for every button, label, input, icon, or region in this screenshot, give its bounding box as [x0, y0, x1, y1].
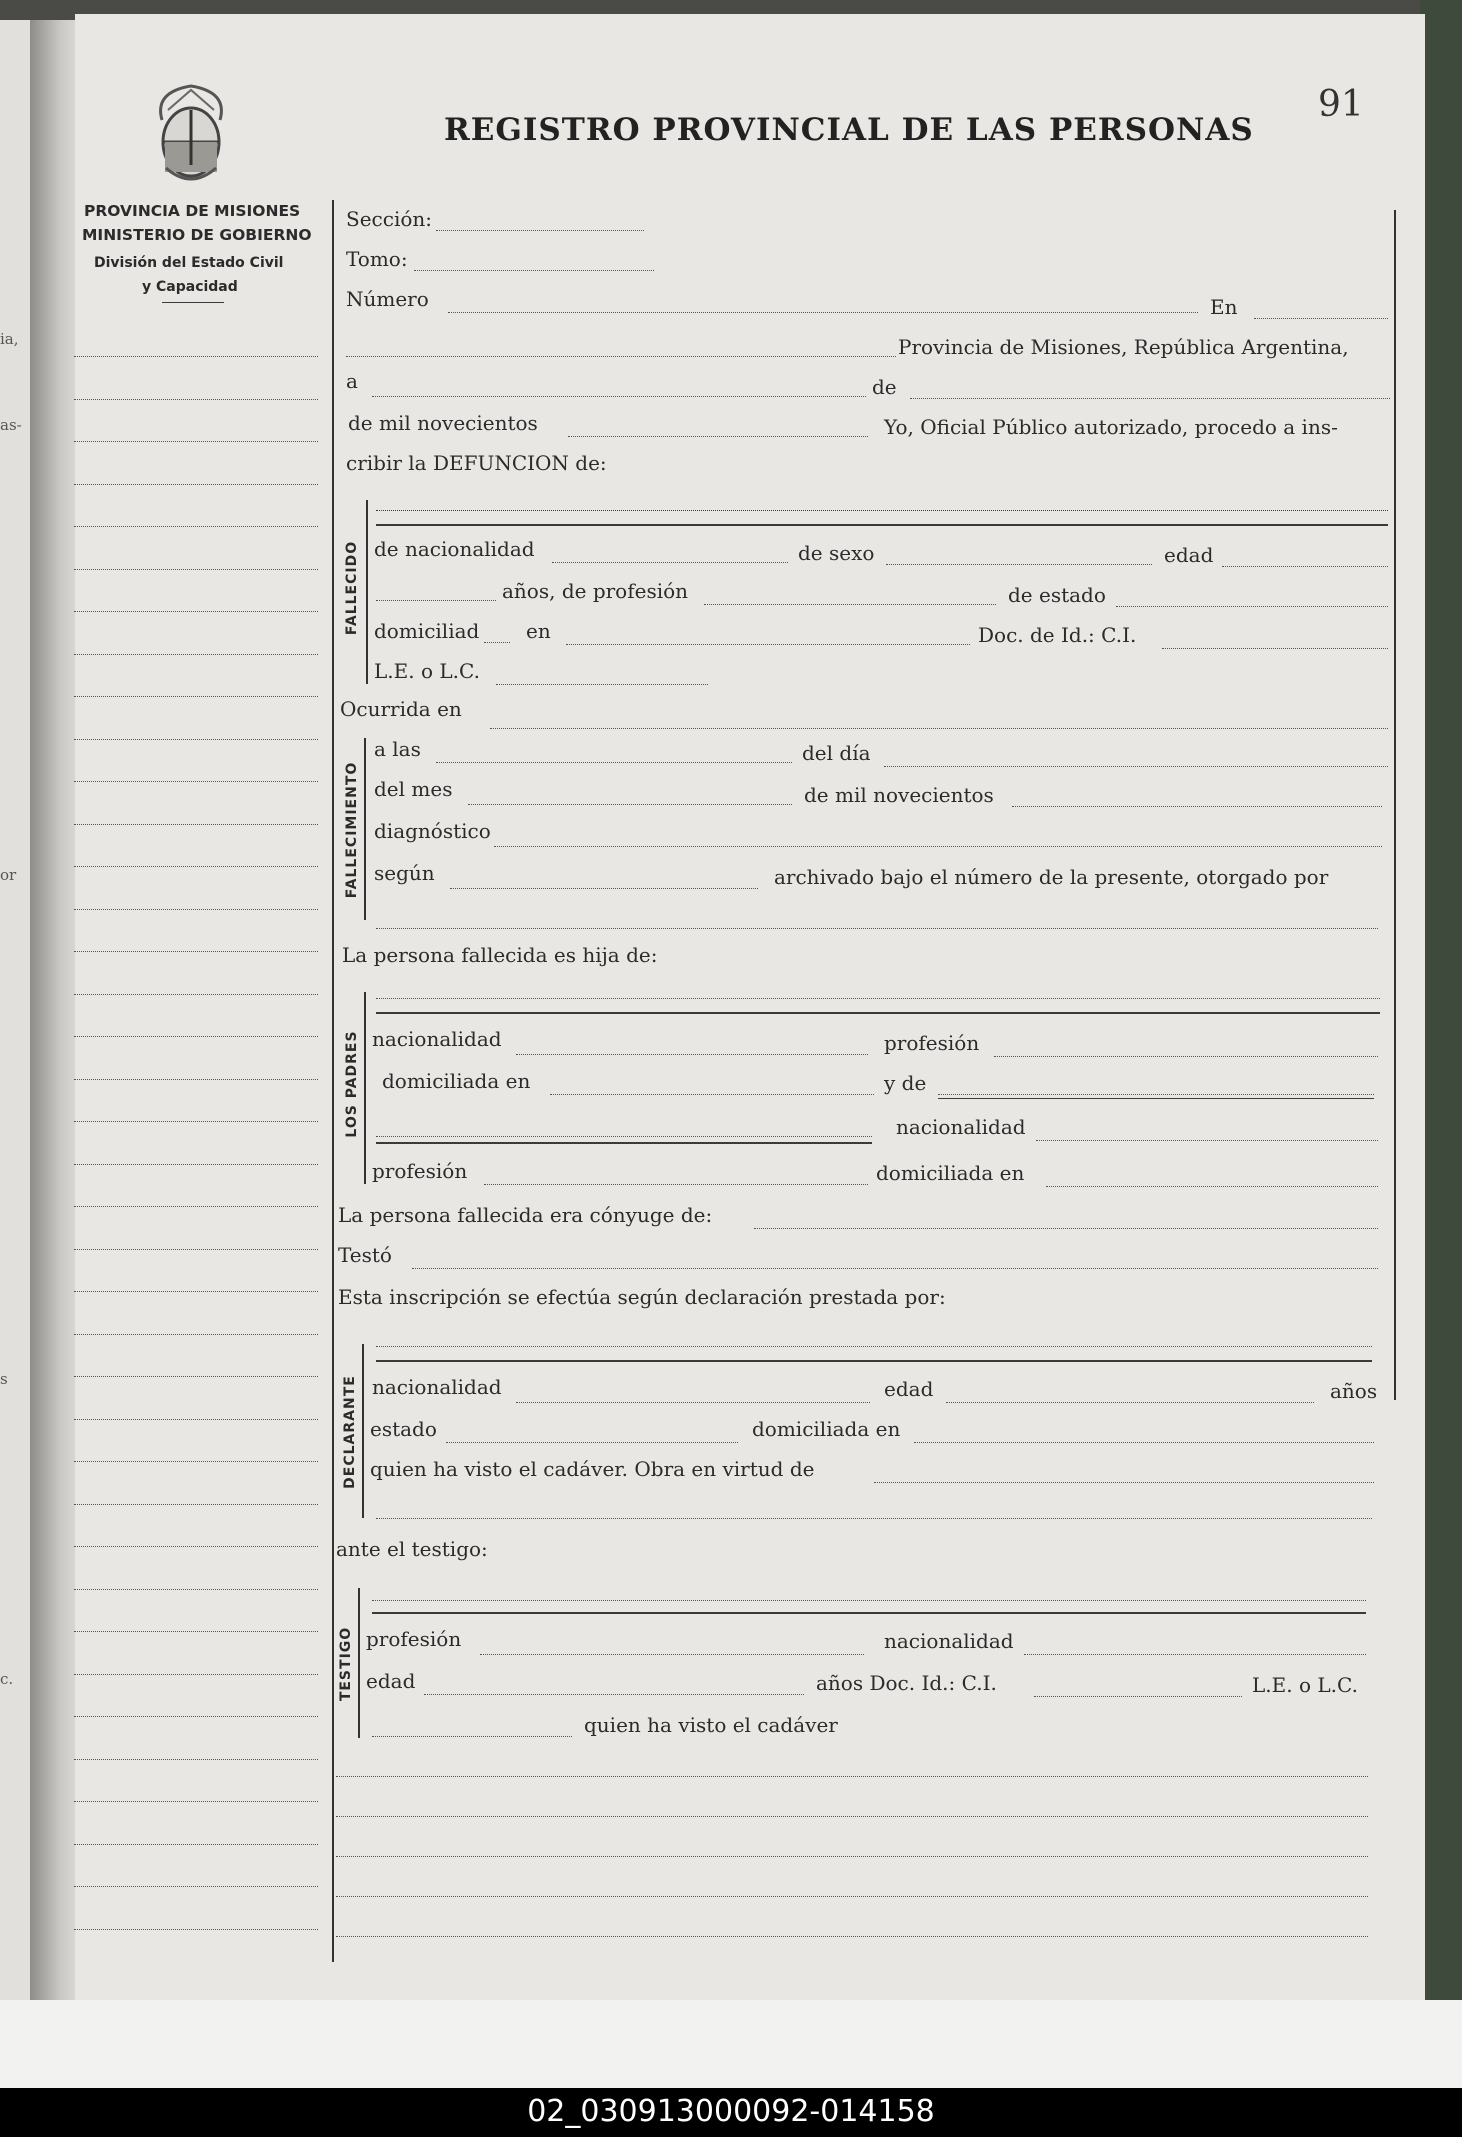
- profesion-label: años, de profesión: [502, 579, 689, 603]
- provincia-text: Provincia de Misiones, República Argentina,: [898, 335, 1349, 359]
- margin-ruled-line[interactable]: [74, 399, 318, 400]
- padre-name-rule: [376, 1012, 1380, 1014]
- numero-label: Número: [346, 287, 429, 311]
- margin-ruled-line[interactable]: [74, 441, 318, 442]
- year-label: de mil novecientos: [348, 411, 538, 435]
- margin-ruled-line[interactable]: [74, 1036, 318, 1037]
- sexo-label: de sexo: [798, 541, 875, 565]
- diagnostico-label: diagnóstico: [374, 819, 491, 843]
- image-caption: 02_030913000092-014158: [527, 2094, 935, 2129]
- prev-page-fragment: c.: [0, 1670, 14, 1688]
- prev-page-fragment: s: [0, 1370, 8, 1388]
- margin-ruled-line[interactable]: [74, 1121, 318, 1122]
- margin-ruled-line[interactable]: [74, 526, 318, 527]
- testigo-bracket: [358, 1588, 360, 1738]
- declarante-bracket: [362, 1344, 364, 1518]
- margin-ruled-line[interactable]: [74, 1759, 318, 1760]
- testigo-profesion-field[interactable]: [480, 1654, 864, 1655]
- place-field[interactable]: [346, 356, 896, 357]
- a-label: a: [346, 369, 358, 393]
- hora-field[interactable]: [436, 762, 792, 763]
- fallecimiento-side-label: FALLECIMIENTO: [344, 761, 360, 899]
- prev-page-fragment: as-: [0, 416, 22, 434]
- padre-domicilio-label: domiciliada en: [382, 1069, 531, 1093]
- diagnostico-field[interactable]: [494, 846, 1382, 847]
- madre-nacionalidad-label: nacionalidad: [896, 1115, 1026, 1139]
- deceased-name-rule: [376, 524, 1388, 526]
- ante-testigo-label: ante el testigo:: [336, 1537, 488, 1561]
- declarante-estado-field[interactable]: [446, 1442, 738, 1443]
- le-lc-field[interactable]: [496, 684, 708, 685]
- testigo-name-rule: [372, 1612, 1366, 1614]
- madre-name-field[interactable]: [938, 1094, 1374, 1095]
- madre-domicilio-field[interactable]: [1046, 1186, 1378, 1187]
- conyuge-label: La persona fallecida era cónyuge de:: [338, 1203, 713, 1227]
- margin-ruled-line[interactable]: [74, 1546, 318, 1547]
- doc-label: Doc. de Id.: C.I.: [978, 623, 1137, 647]
- declarante-name-field[interactable]: [376, 1346, 1372, 1347]
- numero-field[interactable]: [448, 312, 1198, 313]
- anio-label: de mil novecientos: [804, 783, 994, 807]
- declarante-name-rule: [376, 1360, 1372, 1362]
- seccion-label: Sección:: [346, 207, 432, 231]
- margin-ruled-line[interactable]: [74, 1716, 318, 1717]
- en-label-2: en: [526, 619, 551, 643]
- declarante-quien-text: quien ha visto el cadáver. Obra en virtud de: [370, 1457, 815, 1481]
- declarante-domicilio-label: domiciliada en: [752, 1417, 901, 1441]
- oficial-text: Yo, Oficial Público autorizado, procedo a ins-: [884, 415, 1338, 439]
- annotation-line[interactable]: [336, 1856, 1368, 1857]
- margin-ruled-line[interactable]: [74, 1249, 318, 1250]
- margin-ruled-line[interactable]: [74, 1674, 318, 1675]
- prev-page-fragment: ia,: [0, 330, 19, 348]
- org-ministry: MINISTERIO DE GOBIERNO: [82, 226, 312, 244]
- declarante-domicilio-field[interactable]: [914, 1442, 1374, 1443]
- declarante-edad-field[interactable]: [946, 1402, 1314, 1403]
- nacionalidad-label: de nacionalidad: [374, 537, 535, 561]
- form-left-rule: [332, 200, 334, 1962]
- org-province: PROVINCIA DE MISIONES: [84, 202, 301, 220]
- del-mes-label: del mes: [374, 777, 453, 801]
- inscripcion-text: Esta inscripción se efectúa según declaración prestada por:: [338, 1285, 946, 1309]
- prev-page-fragment: or: [0, 866, 17, 884]
- ci-field[interactable]: [1162, 648, 1388, 649]
- testigo-name-field[interactable]: [372, 1600, 1366, 1601]
- madre-profesion-field[interactable]: [484, 1184, 868, 1185]
- scan-margin: [0, 2000, 1462, 2088]
- annotation-line[interactable]: [336, 1936, 1368, 1937]
- deceased-name-field[interactable]: [376, 510, 1388, 511]
- madre-name-continuation[interactable]: [376, 1136, 872, 1137]
- ocurrida-label: Ocurrida en: [340, 697, 462, 721]
- margin-ruled-line[interactable]: [74, 1631, 318, 1632]
- edad-label: edad: [1164, 543, 1214, 567]
- margin-ruled-line[interactable]: [74, 866, 318, 867]
- margin-ruled-line[interactable]: [74, 1929, 318, 1930]
- day-field[interactable]: [372, 396, 866, 397]
- hija-de-label: La persona fallecida es hija de:: [342, 943, 658, 967]
- anio-field[interactable]: [1012, 806, 1382, 807]
- obra-virtud-field[interactable]: [874, 1482, 1374, 1483]
- declarante-extra-field[interactable]: [376, 1518, 1372, 1519]
- margin-ruled-line[interactable]: [74, 569, 318, 570]
- annotation-line[interactable]: [336, 1896, 1368, 1897]
- margin-ruled-line[interactable]: [74, 1886, 318, 1887]
- inscribir-text: cribir la DEFUNCION de:: [346, 451, 607, 475]
- margin-ruled-line[interactable]: [74, 1504, 318, 1505]
- anos-field[interactable]: [376, 600, 496, 601]
- margin-ruled-line[interactable]: [74, 1291, 318, 1292]
- testo-field[interactable]: [412, 1268, 1378, 1269]
- fallecido-side-label: FALLECIDO: [344, 540, 360, 636]
- seccion-field[interactable]: [436, 230, 644, 231]
- declarante-anos-label: años: [1330, 1379, 1378, 1403]
- de-label: de: [872, 375, 897, 399]
- padre-domicilio-field[interactable]: [550, 1094, 874, 1095]
- madre-nacionalidad-field[interactable]: [1036, 1140, 1378, 1141]
- archivado-text: archivado bajo el número de la presente, otorgado por: [774, 865, 1329, 889]
- nacionalidad-field[interactable]: [552, 562, 788, 563]
- margin-ruled-line[interactable]: [74, 781, 318, 782]
- margin-ruled-line[interactable]: [74, 1801, 318, 1802]
- profesion-field[interactable]: [704, 604, 996, 605]
- testo-label: Testó: [338, 1243, 392, 1267]
- estado-label: de estado: [1008, 583, 1106, 607]
- a-las-label: a las: [374, 737, 421, 761]
- margin-ruled-line[interactable]: [74, 1206, 318, 1207]
- padre-profesion-label: profesión: [884, 1031, 980, 1055]
- domicilio-field[interactable]: [566, 644, 970, 645]
- book-cover-edge: [1420, 0, 1462, 2000]
- declarante-estado-label: estado: [370, 1417, 437, 1441]
- en-label: En: [1210, 295, 1238, 319]
- org-division: División del Estado Civil: [94, 255, 284, 271]
- padres-side-label: LOS PADRES: [344, 1030, 360, 1138]
- margin-ruled-line[interactable]: [74, 1461, 318, 1462]
- margin-ruled-line[interactable]: [74, 1589, 318, 1590]
- sexo-field[interactable]: [886, 564, 1152, 565]
- annotation-line[interactable]: [336, 1776, 1368, 1777]
- page-number: 91: [1318, 84, 1364, 125]
- margin-ruled-line[interactable]: [74, 1419, 318, 1420]
- fallecido-bracket: [366, 500, 368, 684]
- margin-ruled-line[interactable]: [74, 696, 318, 697]
- testigo-side-label: TESTIGO: [338, 1626, 354, 1702]
- segun-label: según: [374, 861, 435, 885]
- margin-ruled-line[interactable]: [74, 824, 318, 825]
- padre-name-field[interactable]: [376, 998, 1380, 999]
- testigo-nacionalidad-field[interactable]: [1024, 1654, 1366, 1655]
- testigo-le-lc-label: L.E. o L.C.: [1252, 1673, 1358, 1697]
- declarante-edad-label: edad: [884, 1377, 934, 1401]
- form-title: REGISTRO PROVINCIAL DE LAS PERSONAS: [444, 112, 1254, 148]
- testigo-doc-label: años Doc. Id.: C.I.: [816, 1671, 997, 1695]
- testigo-nacionalidad-label: nacionalidad: [884, 1629, 1014, 1653]
- edad-field[interactable]: [1222, 566, 1388, 567]
- testigo-profesion-label: profesión: [366, 1627, 462, 1651]
- testigo-quien-text: quien ha visto el cadáver: [584, 1713, 838, 1737]
- annotation-line[interactable]: [336, 1816, 1368, 1817]
- tomo-field[interactable]: [414, 270, 654, 271]
- madre-name-rule: [938, 1098, 1374, 1099]
- conyuge-field[interactable]: [754, 1228, 1378, 1229]
- margin-ruled-line[interactable]: [74, 1079, 318, 1080]
- year-field[interactable]: [568, 436, 868, 437]
- month-field[interactable]: [910, 398, 1390, 399]
- en-field[interactable]: [1254, 318, 1388, 319]
- margin-ruled-line[interactable]: [74, 356, 318, 357]
- margin-ruled-line[interactable]: [74, 1844, 318, 1845]
- padres-bracket: [364, 992, 366, 1184]
- book-spine: [30, 20, 80, 2000]
- padre-nacionalidad-label: nacionalidad: [372, 1027, 502, 1051]
- domiciliad-suffix-field[interactable]: [484, 642, 510, 643]
- margin-ruled-line[interactable]: [74, 1164, 318, 1165]
- declarante-nacionalidad-field[interactable]: [516, 1402, 870, 1403]
- otorgado-field[interactable]: [376, 928, 1378, 929]
- declarante-side-label: DECLARANTE: [342, 1375, 358, 1489]
- margin-ruled-line[interactable]: [74, 654, 318, 655]
- testigo-le-lc-field[interactable]: [372, 1736, 572, 1737]
- dia-field[interactable]: [884, 766, 1388, 767]
- form-right-rule: [1394, 210, 1396, 1400]
- margin-ruled-line[interactable]: [74, 739, 318, 740]
- ocurrida-field[interactable]: [490, 728, 1388, 729]
- testigo-ci-field[interactable]: [1034, 1696, 1242, 1697]
- margin-ruled-line[interactable]: [74, 484, 318, 485]
- estado-field[interactable]: [1116, 606, 1388, 607]
- domiciliad-label: domiciliad: [374, 619, 480, 643]
- mes-field[interactable]: [468, 804, 792, 805]
- madre-profesion-label: profesión: [372, 1159, 468, 1183]
- margin-ruled-line[interactable]: [74, 909, 318, 910]
- padre-profesion-field[interactable]: [994, 1056, 1378, 1057]
- padre-nacionalidad-field[interactable]: [516, 1054, 868, 1055]
- le-lc-label: L.E. o L.C.: [374, 659, 480, 683]
- margin-ruled-line[interactable]: [74, 951, 318, 952]
- del-dia-label: del día: [802, 741, 871, 765]
- tomo-label: Tomo:: [346, 247, 408, 271]
- testigo-edad-label: edad: [366, 1669, 416, 1693]
- segun-field[interactable]: [450, 888, 758, 889]
- y-de-label: y de: [884, 1071, 927, 1095]
- madre-domicilio-label: domiciliada en: [876, 1161, 1025, 1185]
- org-underline: [162, 302, 224, 303]
- coat-of-arms-icon: [150, 80, 232, 190]
- testigo-edad-field[interactable]: [424, 1694, 804, 1695]
- margin-ruled-line[interactable]: [74, 994, 318, 995]
- margin-ruled-line[interactable]: [74, 1376, 318, 1377]
- org-capacity: y Capacidad: [142, 279, 238, 295]
- declarante-nacionalidad-label: nacionalidad: [372, 1375, 502, 1399]
- previous-page-edge: [0, 20, 32, 2000]
- margin-ruled-line[interactable]: [74, 611, 318, 612]
- margin-ruled-line[interactable]: [74, 1334, 318, 1335]
- madre-name-rule-2: [376, 1142, 872, 1144]
- fallecimiento-bracket: [364, 738, 366, 920]
